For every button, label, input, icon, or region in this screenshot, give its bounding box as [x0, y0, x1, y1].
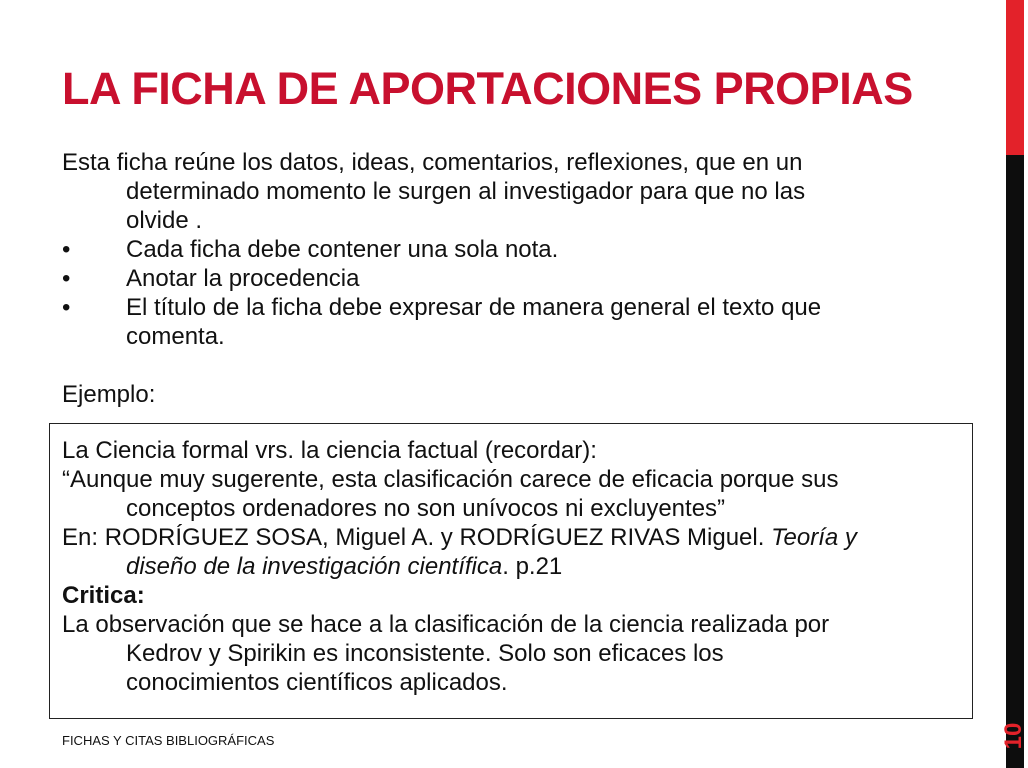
- bullet-item-3: [62, 293, 942, 322]
- bullet-text: Cada ficha debe contener una sola nota.: [126, 236, 559, 263]
- bullet-text: El título de la ficha debe expresar de manera general el texto que: [126, 294, 822, 321]
- quote-line-2: conceptos ordenadores no son unívocos ni excluyentes”: [126, 495, 726, 522]
- intro-line-1: Esta ficha reúne los datos, ideas, comentarios, reflexiones, que en un: [62, 149, 803, 176]
- critique-line-2: Kedrov y Spirikin es inconsistente. Solo son eficaces los: [126, 640, 724, 667]
- page-number: 10: [1000, 722, 1027, 750]
- example-label: Ejemplo:: [62, 381, 156, 408]
- source-line-1: [62, 523, 967, 552]
- bullet-text: Anotar la procedencia: [126, 265, 360, 292]
- slide-body: [62, 148, 942, 409]
- bullet-text-continuation: comenta.: [126, 323, 225, 350]
- critique-line-3: conocimientos científicos aplicados.: [126, 669, 508, 696]
- source-suffix: . p.21: [502, 553, 563, 580]
- bullet-item-2: [62, 264, 942, 293]
- spacer: [62, 351, 942, 380]
- bullet-item-1: [62, 235, 942, 264]
- accent-bar-black: [1006, 155, 1024, 768]
- source-title-part1: Teoría y: [771, 524, 857, 551]
- bullet-marker: •: [62, 236, 71, 263]
- intro-line-2: determinado momento le surgen al investigador para que no las: [126, 178, 806, 205]
- example-heading: La Ciencia formal vrs. la ciencia factual (recordar):: [62, 437, 597, 464]
- slide-title: LA FICHA DE APORTACIONES PROPIAS: [62, 63, 913, 114]
- bullet-marker: •: [62, 294, 71, 321]
- bullet-marker: •: [62, 265, 71, 292]
- quote-line-1: “Aunque muy sugerente, esta clasificación carece de eficacia porque sus: [62, 466, 839, 493]
- slide-footer: FICHAS Y CITAS BIBLIOGRÁFICAS: [62, 733, 275, 748]
- source-title-part2: diseño de la investigación científica: [126, 553, 503, 580]
- source-prefix: En: RODRÍGUEZ SOSA, Miguel A. y RODRÍGUEZ RIVAS Miguel.: [62, 524, 772, 551]
- example-content: [62, 436, 967, 697]
- source-line-2: [62, 552, 967, 581]
- critique-label: Critica:: [62, 582, 145, 609]
- intro-line-3: olvide .: [126, 207, 203, 234]
- critique-line-1: La observación que se hace a la clasificación de la ciencia realizada por: [62, 611, 830, 638]
- accent-bar-red: [1006, 0, 1024, 155]
